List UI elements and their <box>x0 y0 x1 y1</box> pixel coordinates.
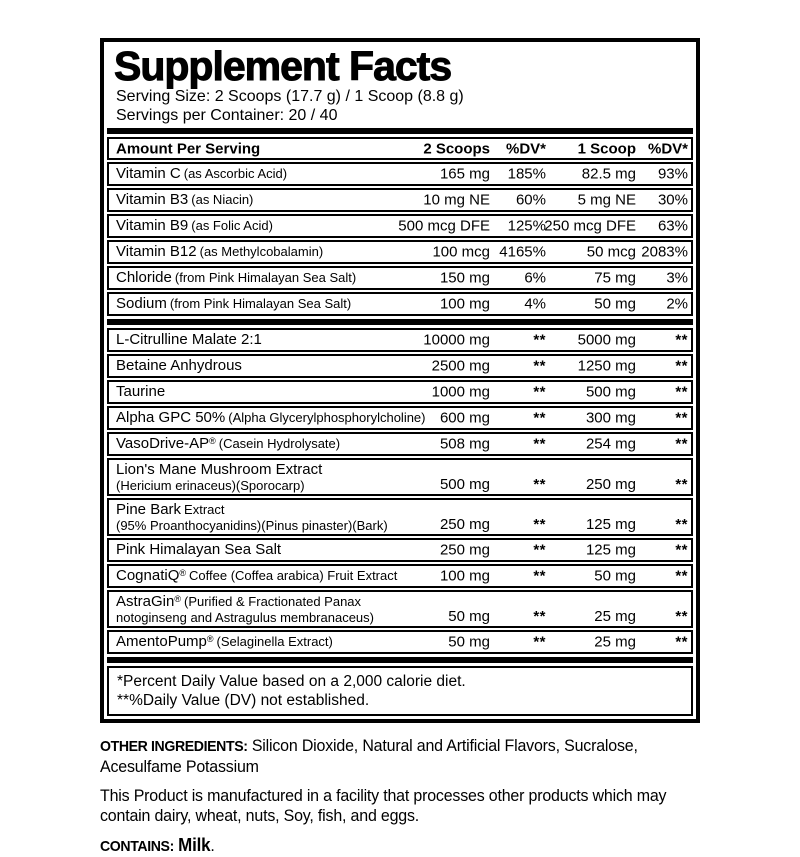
table-row <box>107 292 693 316</box>
dv-2-scoops: 4% <box>524 295 546 313</box>
table-row <box>107 214 693 238</box>
contains-label: CONTAINS: <box>100 838 174 855</box>
amount-2-scoops: 250 mg <box>439 516 490 533</box>
amount-1-scoop: 125 mg <box>585 516 636 533</box>
table-row <box>107 162 693 186</box>
actives-section <box>107 328 693 654</box>
table-row <box>107 266 693 290</box>
header-col-dv-2-scoops: %DV* <box>505 140 546 157</box>
ingredient-note: (from Pink Himalayan Sea Salt) <box>169 296 352 311</box>
amount-2-scoops: 10 mg NE <box>423 191 490 209</box>
amount-1-scoop: 1250 mg <box>577 357 636 375</box>
ingredient-name: AmentoPump <box>116 633 207 650</box>
ingredient-name: Pine Bark <box>116 501 182 518</box>
dv-1-scoop: ** <box>675 516 688 533</box>
amount-2-scoops: 100 mcg <box>432 243 490 261</box>
table-row <box>107 564 693 588</box>
dv-1-scoop: 3% <box>666 269 688 287</box>
ingredient-note: (as Niacin) <box>191 192 254 207</box>
ingredient-note: (Selaginella Extract) <box>216 634 333 649</box>
ingredient-note: (from Pink Himalayan Sea Salt) <box>174 270 357 285</box>
ingredient-note: (Purified & Fractionated Panax <box>184 594 362 609</box>
amount-1-scoop: 125 mg <box>585 541 636 559</box>
section-separator <box>107 319 693 325</box>
servings-per-container-line: Servings per Container: 20 / 40 <box>116 107 338 124</box>
ingredient-name: Chloride <box>116 269 172 286</box>
facility-warning-text: This Product is manufactured in a facility that processes other products which may contain dairy, wheat, nuts, Soy, fish, and eggs. <box>100 786 667 825</box>
dv-2-scoops: ** <box>533 608 546 625</box>
section-separator <box>107 128 693 134</box>
amount-1-scoop: 250 mcg DFE <box>544 217 636 235</box>
other-ingredients-value: Silicon Dioxide, Natural and Artificial Flavors, Sucralose, Acesulfame Potassium <box>100 736 638 776</box>
dv-1-scoop: ** <box>675 541 688 559</box>
ingredient-name-line2: (95% Proanthocyanidins)(Pinus pinaster)(Bark) <box>116 518 388 533</box>
footnote-not-established: **%Daily Value (DV) not established. <box>117 692 370 709</box>
dv-1-scoop: ** <box>675 608 688 625</box>
amount-2-scoops: 100 mg <box>439 295 490 313</box>
ingredient-note: (Casein Hydrolysate) <box>218 436 341 451</box>
dv-1-scoop: 30% <box>657 191 688 209</box>
amount-1-scoop: 254 mg <box>585 435 636 453</box>
table-row <box>107 240 693 264</box>
table-row <box>107 498 693 536</box>
table-row <box>107 590 693 628</box>
amount-2-scoops: 508 mg <box>439 435 490 453</box>
ingredient-name: Vitamin B3 <box>116 191 189 208</box>
amount-1-scoop: 250 mg <box>585 476 636 493</box>
dv-1-scoop: ** <box>675 567 688 585</box>
dv-2-scoops: ** <box>533 331 546 349</box>
dv-2-scoops: 60% <box>515 191 546 209</box>
ingredient-name: Vitamin B9 <box>116 217 189 234</box>
ingredient-note: (Alpha Glycerylphosphorylcholine) <box>228 410 426 425</box>
amount-2-scoops: 600 mg <box>439 409 490 427</box>
amount-1-scoop: 50 mg <box>594 567 636 585</box>
dv-1-scoop: ** <box>675 357 688 375</box>
table-header-row <box>107 137 693 160</box>
amount-2-scoops: 1000 mg <box>431 383 490 401</box>
ingredient-name: Lion's Mane Mushroom Extract <box>116 461 323 478</box>
dv-2-scoops: ** <box>533 357 546 375</box>
dv-1-scoop: ** <box>675 331 688 349</box>
dv-2-scoops: ** <box>533 476 546 493</box>
footnote-box <box>107 666 693 716</box>
amount-2-scoops: 50 mg <box>448 608 490 625</box>
dv-2-scoops: 4165% <box>499 243 546 261</box>
other-ingredients-text <box>100 736 706 777</box>
amount-1-scoop: 50 mg <box>594 295 636 313</box>
ingredient-name-line2: notoginseng and Astragulus membranaceus) <box>116 610 374 625</box>
dv-2-scoops: ** <box>533 633 546 651</box>
amount-1-scoop: 300 mg <box>585 409 636 427</box>
amount-2-scoops: 500 mcg DFE <box>398 217 490 235</box>
dv-2-scoops: 125% <box>507 217 546 235</box>
contains-value: Milk <box>178 835 211 855</box>
header-amount-per-serving: Amount Per Serving <box>116 140 261 157</box>
below-label-text <box>100 736 710 857</box>
amount-2-scoops: 50 mg <box>448 633 490 651</box>
table-row <box>107 380 693 404</box>
dv-2-scoops: 185% <box>507 165 546 183</box>
table-row <box>107 538 693 562</box>
header-col-dv-1-scoop: %DV* <box>647 140 688 157</box>
ingredient-name: CognatiQ <box>116 567 180 584</box>
dv-1-scoop: ** <box>675 476 688 493</box>
amount-1-scoop: 25 mg <box>594 633 636 651</box>
registered-mark-icon: ® <box>174 594 181 604</box>
dv-2-scoops: ** <box>533 383 546 401</box>
amount-2-scoops: 250 mg <box>439 541 490 559</box>
dv-1-scoop: 2083% <box>641 243 688 261</box>
dv-2-scoops: ** <box>533 409 546 427</box>
contains-text <box>100 835 706 857</box>
dv-1-scoop: ** <box>675 633 688 651</box>
dv-2-scoops: 6% <box>524 269 546 287</box>
dv-1-scoop: ** <box>675 409 688 427</box>
contains-suffix: . <box>210 836 215 855</box>
amount-2-scoops: 150 mg <box>439 269 490 287</box>
amount-1-scoop: 5000 mg <box>577 331 636 349</box>
amount-2-scoops: 165 mg <box>439 165 490 183</box>
other-ingredients-label: OTHER INGREDIENTS: <box>100 738 248 755</box>
amount-1-scoop: 82.5 mg <box>581 165 636 183</box>
amount-1-scoop: 50 mcg <box>586 243 636 261</box>
table-row <box>107 354 693 378</box>
amount-1-scoop: 25 mg <box>594 608 636 625</box>
amount-2-scoops: 2500 mg <box>431 357 490 375</box>
dv-1-scoop: 63% <box>657 217 688 235</box>
registered-mark-icon: ® <box>209 436 216 446</box>
ingredient-name: Alpha GPC 50% <box>116 409 226 426</box>
table-row <box>107 328 693 352</box>
header-col-1-scoop: 1 Scoop <box>577 140 636 157</box>
vitamins-section <box>107 162 693 316</box>
ingredient-note: Coffee (Coffea arabica) Fruit Extract <box>189 568 398 583</box>
dv-2-scoops: ** <box>533 516 546 533</box>
amount-1-scoop: 75 mg <box>594 269 636 287</box>
ingredient-name: Pink Himalayan Sea Salt <box>116 541 282 558</box>
dv-2-scoops: ** <box>533 541 546 559</box>
ingredient-name: Sodium <box>116 295 167 312</box>
dv-1-scoop: 2% <box>666 295 688 313</box>
dv-1-scoop: ** <box>675 435 688 453</box>
registered-mark-icon: ® <box>179 568 187 578</box>
ingredient-name: Vitamin B12 <box>116 243 197 260</box>
footnote-daily-value: *Percent Daily Value based on a 2,000 calorie diet. <box>117 673 466 690</box>
dv-1-scoop: 93% <box>657 165 688 183</box>
ingredient-note: (as Folic Acid) <box>191 218 273 233</box>
dv-1-scoop: ** <box>675 383 688 401</box>
table-row <box>107 458 693 496</box>
table-row <box>107 406 693 430</box>
ingredient-name: AstraGin <box>116 593 175 610</box>
ingredient-name: Betaine Anhydrous <box>116 357 242 374</box>
ingredient-name: Taurine <box>116 383 166 400</box>
registered-mark-icon: ® <box>206 634 214 644</box>
supplement-facts-title: Supplement Facts <box>114 43 452 89</box>
ingredient-note: Extract <box>184 502 225 517</box>
table-row <box>107 630 693 654</box>
ingredient-note: (as Methylcobalamin) <box>199 244 324 259</box>
ingredient-name-line2: (Hericium erinaceus)(Sporocarp) <box>116 478 305 493</box>
amount-2-scoops: 100 mg <box>439 567 490 585</box>
ingredient-name: Vitamin C <box>116 165 181 182</box>
dv-2-scoops: ** <box>533 435 546 453</box>
serving-size-line: Serving Size: 2 Scoops (17.7 g) / 1 Scoop (8.8 g) <box>116 88 464 105</box>
amount-1-scoop: 5 mg NE <box>577 191 636 209</box>
table-row <box>107 188 693 212</box>
amount-2-scoops: 500 mg <box>439 476 490 493</box>
header-col-2-scoops: 2 Scoops <box>423 140 490 157</box>
supplement-facts-panel <box>100 38 700 723</box>
table-row <box>107 432 693 456</box>
section-separator <box>107 657 693 663</box>
ingredient-note: (as Ascorbic Acid) <box>183 166 288 181</box>
ingredient-name: L-Citrulline Malate 2:1 <box>116 331 262 348</box>
ingredient-name: VasoDrive-AP <box>116 435 210 452</box>
amount-1-scoop: 500 mg <box>585 383 636 401</box>
dv-2-scoops: ** <box>533 567 546 585</box>
amount-2-scoops: 10000 mg <box>423 331 490 349</box>
